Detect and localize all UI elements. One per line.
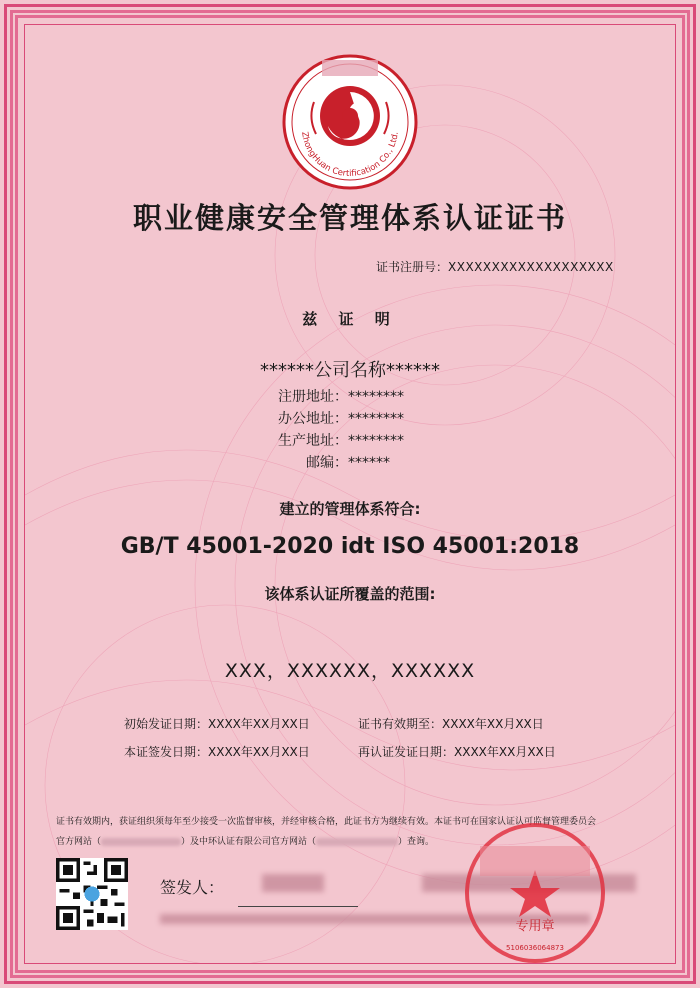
redacted-url xyxy=(316,838,398,846)
address-row xyxy=(230,452,490,474)
valid-until-date: 证书有效期至：XXXX年XX月XX日 xyxy=(358,717,544,731)
standard-name: GB/T 45001-2020 idt ISO 45001:2018 xyxy=(120,534,580,559)
address-label: 生产地址： xyxy=(278,433,348,449)
recertification-date: 再认证发证日期：XXXX年XX月XX日 xyxy=(358,745,556,759)
address-value: ****** xyxy=(348,455,390,471)
signer-label: 签发人： xyxy=(160,878,225,897)
registration-value: XXXXXXXXXXXXXXXXXXX xyxy=(448,260,614,274)
address-label: 邮编： xyxy=(306,455,348,471)
scope-heading: 该体系认证所覆盖的范围: xyxy=(264,585,436,603)
company-name: ******公司名称****** xyxy=(260,360,440,381)
note-line: 证书有效期内，获证组织须每年至少接受一次监督审核，并经审核合格，此证书方为继续有效。本证书可在国家认证认可监督管理委员会 xyxy=(56,817,597,827)
redacted-signature xyxy=(262,874,324,892)
conform-heading: 建立的管理体系符合: xyxy=(279,500,421,518)
address-value: ******** xyxy=(348,433,404,449)
certificate-title: 职业健康安全管理体系认证证书 xyxy=(132,201,567,235)
qr-code-icon xyxy=(56,858,128,930)
scope-text: XXX，XXXXXX，XXXXXX xyxy=(224,660,476,682)
registration-number xyxy=(376,258,614,275)
address-label: 注册地址： xyxy=(278,389,348,405)
address-label: 办公地址： xyxy=(278,411,348,427)
address-block xyxy=(230,386,490,474)
address-row xyxy=(230,408,490,430)
signature-line xyxy=(238,906,358,907)
address-value: ******** xyxy=(348,411,404,427)
seal-number: 5106036064873 xyxy=(506,944,564,952)
dates-right xyxy=(358,710,556,766)
redacted-url xyxy=(101,838,181,846)
address-row xyxy=(230,430,490,452)
initial-issue-date: 初始发证日期：XXXX年XX月XX日 xyxy=(124,717,310,731)
issue-date: 本证签发日期：XXXX年XX月XX日 xyxy=(124,745,310,759)
address-row xyxy=(230,386,490,408)
note-line: 官方网站（ ）及中环认证有限公司官方网站（ ）查询。 xyxy=(56,837,435,847)
registration-label: 证书注册号： xyxy=(376,260,449,274)
hereby-certify: 兹 证 明 xyxy=(302,310,398,328)
official-seal-icon xyxy=(460,818,610,968)
seal-text: 专用章 xyxy=(515,919,555,934)
company-logo-icon xyxy=(280,52,420,192)
svg-text:ZhongHuan Certification Co., L: ZhongHuan Certification Co., Ltd. xyxy=(299,131,401,180)
dates-left xyxy=(124,710,310,766)
address-value: ******** xyxy=(348,389,404,405)
